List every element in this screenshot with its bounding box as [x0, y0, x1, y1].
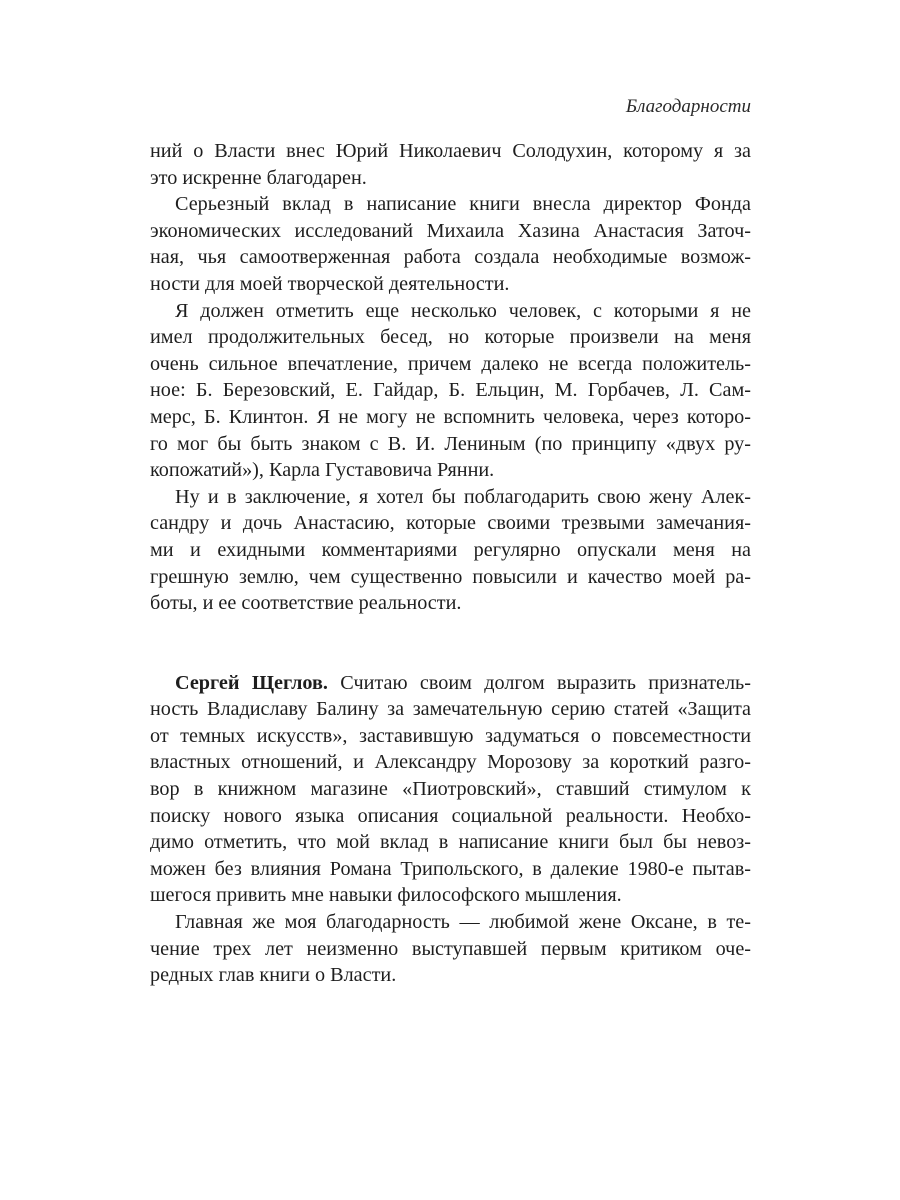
text-line: ний о Власти внес Юрий Николаевич Солодухин, которому я за: [150, 140, 751, 162]
acknowledgement-section: [150, 138, 751, 617]
text-line: редных глав книги о Власти.: [150, 964, 397, 987]
text-line: [150, 670, 751, 697]
text-line: Главная же моя благодарность — любимой жене Оксане, в те-: [175, 911, 751, 934]
text-line: от темных искусств», заставившую задуматься о повсеместности: [150, 724, 751, 747]
text-line: властных отношений, и Александру Морозову за короткий разго-: [150, 751, 751, 774]
text-line: боты, и ее соответствие реальности.: [150, 592, 462, 615]
text-line: копожатий»), Карла Густавовича Рянни.: [150, 459, 495, 482]
text-line: Я должен отметить еще несколько человек, с которыми я не: [175, 299, 751, 322]
text-line: можен без влияния Романа Трипольского, в далекие 1980-е пытав-: [150, 857, 751, 880]
text-line: мерс, Б. Клинтон. Я не могу не вспомнить человека, через которо-: [150, 405, 751, 428]
text-line: вор в книжном магазине «Пиотровский», ставший стимулом к: [150, 778, 751, 801]
text-line: ми и ехидными комментариями регулярно опускали меня на: [150, 538, 751, 561]
text-line: это искренне благодарен.: [150, 166, 367, 189]
running-head: Благодарности: [625, 96, 751, 117]
text-line: ное: Б. Березовский, Е. Гайдар, Б. Ельцин, М. Горбачев, Л. Сам-: [150, 379, 751, 402]
text-line: ности для моей творческой деятельности.: [150, 272, 510, 295]
body-text: [150, 138, 751, 989]
text-line: имел продолжительных бесед, но которые произвели на меня: [150, 326, 751, 349]
author-name: Сергей Щеглов.: [175, 671, 328, 694]
text-line: ность Владиславу Балину за замечательную серию статей «Защита: [150, 698, 751, 721]
acknowledgement-section: [150, 670, 751, 989]
text-line: экономических исследований Михаила Хазина Анастасия Заточ-: [150, 219, 751, 242]
text-line: Серьезный вклад в написание книги внесла директор Фонда: [175, 193, 751, 216]
text-line: ная, чья самоотверженная работа создала необходимые возмож-: [150, 246, 751, 269]
text-line-content: Считаю своим долгом выразить признатель-: [327, 671, 751, 694]
text-line: очень сильное впечатление, причем далеко не всегда положитель-: [150, 352, 751, 375]
text-line: димо отметить, что мой вклад в написание книги был бы невоз-: [150, 831, 751, 854]
text-line: Ну и в заключение, я хотел бы поблагодарить свою жену Алек-: [175, 485, 751, 508]
text-line: грешную землю, чем существенно повысили и качество моей ра-: [150, 565, 751, 588]
text-line: сандру и дочь Анастасию, которые своими трезвыми замечания-: [150, 512, 751, 535]
section-gap: [150, 617, 751, 670]
text-line: шегося привить мне навыки философского мышления.: [150, 884, 622, 907]
text-line: го мог бы быть знаком с В. И. Лениным (по принципу «двух ру-: [150, 432, 751, 455]
text-line: поиску нового языка описания социальной реальности. Необхо-: [150, 804, 751, 827]
text-line: чение трех лет неизменно выступавшей первым критиком оче-: [150, 937, 751, 960]
